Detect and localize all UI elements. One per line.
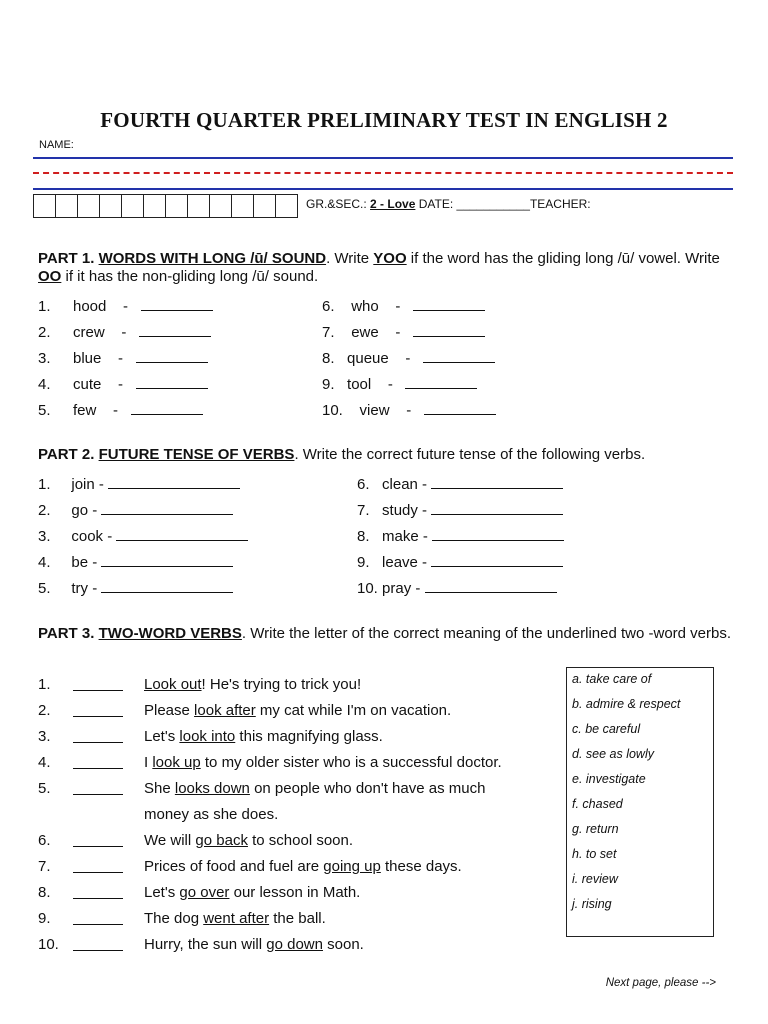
item-number: 1. — [38, 298, 51, 315]
answer-blank[interactable] — [432, 528, 564, 541]
sentence-text: on people who don't have as much — [249, 780, 486, 797]
sentence-text: Let's — [144, 728, 180, 745]
item-word: view — [359, 402, 390, 419]
list-item: few - — [73, 402, 203, 419]
part3-label: PART 3. — [38, 625, 95, 642]
teacher-label: TEACHER: — [529, 197, 591, 211]
lrn-box[interactable] — [99, 194, 121, 218]
item-number: 1. — [38, 676, 51, 693]
item-word: pray - — [382, 580, 421, 597]
item-number: 10. — [322, 402, 343, 419]
list-item: 7. ewe - — [322, 324, 485, 341]
list-item: blue - — [73, 350, 208, 367]
answer-blank[interactable] — [101, 502, 233, 515]
grsec-value: 2 - Love — [370, 197, 416, 211]
item-word: few — [73, 402, 97, 419]
part2-label: PART 2. — [38, 446, 95, 463]
lrn-box[interactable] — [253, 194, 275, 218]
part1-text: . Write — [326, 250, 374, 267]
name-label: NAME: — [39, 139, 74, 151]
answer-blank[interactable] — [73, 742, 123, 743]
sentence — [144, 858, 462, 875]
answer-blank[interactable] — [431, 554, 563, 567]
two-word-verb: look into — [179, 728, 236, 745]
choice-item: d. see as lowly — [572, 747, 654, 761]
two-word-verb: look up — [152, 754, 201, 771]
choice-item: i. review — [572, 872, 618, 886]
answer-blank[interactable] — [425, 580, 557, 593]
two-word-verb: went after — [203, 910, 270, 927]
sentence — [144, 728, 383, 745]
sentence — [144, 754, 502, 771]
lrn-box[interactable] — [55, 194, 77, 218]
sentence-text: soon. — [322, 936, 364, 953]
choice-item: f. chased — [572, 797, 623, 811]
answer-blank[interactable] — [413, 324, 485, 337]
list-item — [357, 476, 563, 493]
date-blank[interactable]: ___________ — [456, 197, 530, 211]
sentence-text: to school soon. — [247, 832, 354, 849]
item-word: cute — [73, 376, 102, 393]
list-item — [38, 476, 240, 493]
sentence-text: to my older sister who is a successful doctor. — [200, 754, 502, 771]
list-item — [357, 502, 563, 519]
lrn-box[interactable] — [209, 194, 231, 218]
list-item — [38, 554, 233, 571]
answer-blank[interactable] — [431, 502, 563, 515]
two-word-verb: look after — [194, 702, 256, 719]
sentence-text: the ball. — [269, 910, 326, 927]
sentence-text: these days. — [380, 858, 462, 875]
item-word: ewe — [351, 324, 379, 341]
list-item: 9. tool - — [322, 376, 477, 393]
lrn-box[interactable] — [33, 194, 55, 218]
item-number: 7. — [322, 324, 335, 341]
answer-blank[interactable] — [108, 476, 240, 489]
lrn-box[interactable] — [275, 194, 298, 218]
oo-label: OO — [38, 268, 62, 285]
sentence — [144, 676, 361, 693]
part3-instructions — [38, 625, 733, 643]
answer-blank[interactable] — [73, 924, 123, 925]
lrn-box[interactable] — [165, 194, 187, 218]
list-item: 10. view - — [322, 402, 496, 419]
list-item: cute - — [73, 376, 208, 393]
item-number: 8. — [38, 884, 51, 901]
answer-blank[interactable] — [116, 528, 248, 541]
two-word-verb: Look out — [144, 676, 202, 693]
answer-blank[interactable] — [136, 350, 208, 363]
two-word-verb: go back — [195, 832, 248, 849]
answer-blank[interactable] — [405, 376, 477, 389]
item-number: 10. — [38, 936, 59, 953]
choice-item: h. to set — [572, 847, 617, 861]
item-word: queue — [347, 350, 389, 367]
sentence-text: ! He's trying to trick you! — [201, 676, 362, 693]
item-number: 4. — [38, 754, 51, 771]
item-number: 3. — [38, 528, 51, 545]
list-item — [38, 402, 51, 419]
part2-text: . Write the correct future tense of the following verbs. — [294, 446, 646, 463]
answer-blank[interactable] — [141, 298, 213, 311]
list-item: 8. queue - — [322, 350, 495, 367]
item-number: 1. — [38, 476, 51, 493]
grsec-label: GR.&SEC.: — [306, 197, 367, 211]
sentence — [144, 910, 326, 927]
item-number: 2. — [38, 324, 51, 341]
list-item: 6. who - — [322, 298, 485, 315]
answer-blank[interactable] — [101, 554, 233, 567]
answer-blank[interactable] — [139, 324, 211, 337]
item-number: 10. — [357, 580, 378, 597]
sentence — [144, 936, 364, 953]
item-word: go - — [71, 502, 98, 519]
item-number: 7. — [357, 502, 370, 519]
sentence-text: this magnifying glass. — [235, 728, 383, 745]
item-number: 5. — [38, 780, 51, 797]
item-number: 6. — [357, 476, 370, 493]
answer-blank[interactable] — [73, 768, 123, 769]
sentence-text: I — [144, 754, 153, 771]
answer-blank[interactable] — [431, 476, 563, 489]
list-item — [38, 376, 51, 393]
item-word: be - — [71, 554, 98, 571]
item-number: 3. — [38, 350, 51, 367]
sentence-text: Please — [144, 702, 195, 719]
two-word-verb: go down — [266, 936, 323, 953]
yoo-label: YOO — [373, 250, 407, 267]
item-number: 6. — [38, 832, 51, 849]
answer-blank[interactable] — [73, 690, 123, 691]
answer-blank[interactable] — [423, 350, 495, 363]
answer-blank[interactable] — [73, 716, 123, 717]
part1-text: if it has the non-gliding long /ū/ sound. — [61, 268, 319, 285]
lrn-box[interactable] — [77, 194, 99, 218]
item-word: hood — [73, 298, 107, 315]
part1-heading: WORDS WITH LONG /ū/ SOUND — [98, 250, 327, 267]
sentence-text: our lesson in Math. — [229, 884, 361, 901]
item-word: study - — [382, 502, 428, 519]
list-item — [38, 528, 248, 545]
sentence — [144, 780, 485, 797]
list-item: crew - — [73, 324, 211, 341]
sentence-continuation: money as she does. — [144, 806, 279, 823]
choice-item: b. admire & respect — [572, 697, 681, 711]
answer-blank[interactable] — [73, 872, 123, 873]
sentence-text: She — [144, 780, 175, 797]
sentence — [144, 702, 451, 719]
item-number: 9. — [357, 554, 370, 571]
page-title: FOURTH QUARTER PRELIMINARY TEST IN ENGLISH 2 — [100, 108, 668, 132]
answer-blank[interactable] — [101, 580, 233, 593]
item-word: cook - — [71, 528, 113, 545]
item-number: 9. — [38, 910, 51, 927]
item-number: 8. — [357, 528, 370, 545]
item-word: make - — [382, 528, 428, 545]
sentence-text: Hurry, the sun will — [144, 936, 267, 953]
answer-blank[interactable] — [73, 846, 123, 847]
item-number: 6. — [322, 298, 335, 315]
answer-blank[interactable] — [136, 376, 208, 389]
red-dashed-line — [33, 172, 733, 174]
lrn-box[interactable] — [143, 194, 165, 218]
sentence-text: We will — [144, 832, 196, 849]
item-number: 7. — [38, 858, 51, 875]
item-word: who — [351, 298, 379, 315]
sentence — [144, 884, 360, 901]
item-number: 2. — [38, 702, 51, 719]
name-line — [33, 157, 733, 159]
date-label: DATE: — [418, 197, 454, 211]
part1-label: PART 1. — [38, 250, 95, 267]
lrn-box[interactable] — [187, 194, 209, 218]
two-word-verb: go over — [179, 884, 230, 901]
item-word: join - — [71, 476, 104, 493]
sentence-text: The dog — [144, 910, 204, 927]
item-number: 8. — [322, 350, 335, 367]
list-item — [357, 580, 557, 597]
choices-box — [566, 667, 714, 937]
list-item — [357, 528, 564, 545]
choice-item: e. investigate — [572, 772, 646, 786]
two-word-verb: going up — [323, 858, 381, 875]
item-number: 3. — [38, 728, 51, 745]
list-item — [38, 350, 51, 367]
item-word: crew — [73, 324, 105, 341]
part2-heading: FUTURE TENSE OF VERBS — [98, 446, 295, 463]
part3-text: . Write the letter of the correct meaning of the underlined two -word verbs. — [241, 625, 732, 642]
item-number: 2. — [38, 502, 51, 519]
list-item — [38, 502, 233, 519]
list-item: hood - — [73, 298, 213, 315]
item-word: clean - — [382, 476, 428, 493]
answer-blank[interactable] — [73, 898, 123, 899]
lrn-box[interactable] — [231, 194, 253, 218]
item-number: 4. — [38, 376, 51, 393]
choice-item: j. rising — [572, 897, 612, 911]
answer-blank[interactable] — [413, 298, 485, 311]
next-page-note: Next page, please --> — [605, 977, 716, 989]
item-number: 5. — [38, 402, 51, 419]
bottom-guide-line — [33, 188, 733, 190]
answer-blank[interactable] — [424, 402, 496, 415]
part1-text: if the word has the gliding long /ū/ vowel. Write — [406, 250, 720, 267]
lrn-box[interactable] — [121, 194, 143, 218]
lrn-boxes — [33, 194, 298, 218]
item-word: tool — [347, 376, 372, 393]
sentence-text: Prices of food and fuel are — [144, 858, 324, 875]
sentence — [144, 832, 353, 849]
choice-item: a. take care of — [572, 672, 652, 686]
list-item — [38, 298, 51, 315]
item-number: 5. — [38, 580, 51, 597]
part1-instructions — [38, 250, 738, 286]
item-word: try - — [71, 580, 98, 597]
sentence-text: Let's — [144, 884, 180, 901]
choice-item: g. return — [572, 822, 619, 836]
choice-item: c. be careful — [572, 722, 641, 736]
class-info — [306, 197, 591, 211]
item-number: 4. — [38, 554, 51, 571]
sentence-text: my cat while I'm on vacation. — [255, 702, 452, 719]
part2-instructions — [38, 446, 738, 464]
list-item — [357, 554, 563, 571]
part3-heading: TWO-WORD VERBS — [98, 625, 242, 642]
item-number: 9. — [322, 376, 335, 393]
item-word: leave - — [382, 554, 428, 571]
answer-blank[interactable] — [73, 794, 123, 795]
list-item — [38, 580, 233, 597]
answer-blank[interactable] — [73, 950, 123, 951]
two-word-verb: looks down — [174, 780, 250, 797]
item-word: blue — [73, 350, 102, 367]
answer-blank[interactable] — [131, 402, 203, 415]
list-item — [38, 324, 51, 341]
